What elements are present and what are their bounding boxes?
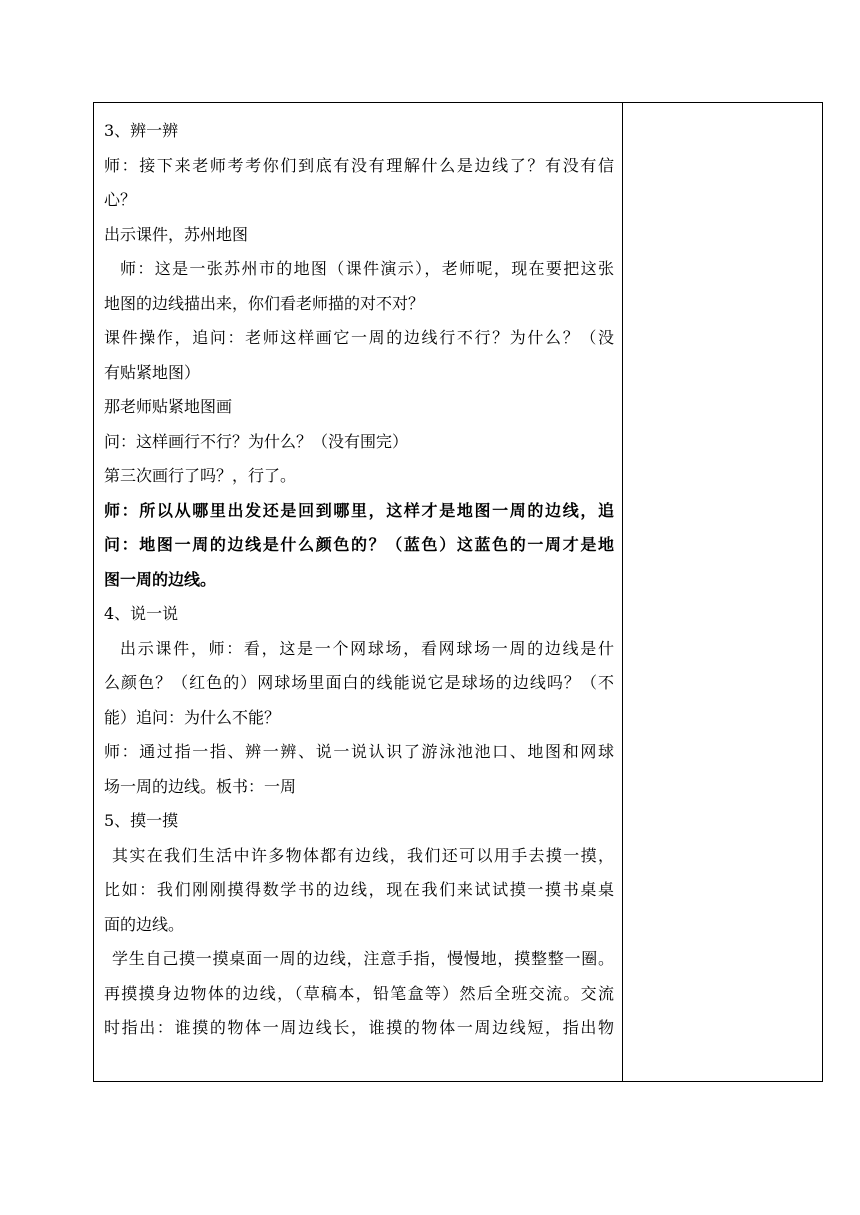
text-line: 再摸摸身边物体的边线，（草稿本，铅笔盒等）然后全班交流。交流	[104, 983, 614, 1003]
text-line: 师：这是一张苏州市的地图（课件演示），老师呢，现在要把这张	[120, 259, 614, 278]
text-line: 场一周的边线。板书：一周	[104, 776, 297, 796]
text-line: 学生自己摸一摸桌面一周的边线，注意手指，慢慢地，摸整整一圈。	[112, 949, 614, 968]
text-line: 有贴紧地图）	[104, 362, 201, 382]
text-line: 心？	[104, 190, 137, 209]
bold-text-line: 师：所以从哪里出发还是回到哪里，这样才是地图一周的边线，追	[104, 500, 614, 520]
text-line: 地图的边线描出来，你们看老师描的对不对？	[104, 293, 425, 313]
text-line: 出示课件，苏州地图	[104, 224, 249, 244]
lesson-content-cell	[94, 103, 623, 1081]
text-line: 那老师贴紧地图画	[104, 397, 233, 416]
section-heading-4: 4、说一说	[104, 604, 179, 623]
text-line: 面的边线。	[104, 914, 185, 934]
bold-text-line: 问：地图一周的边线是什么颜色的？（蓝色）这蓝色的一周才是地	[104, 535, 614, 554]
bold-text-line: 图一周的边线。	[104, 569, 217, 589]
lesson-table	[93, 102, 823, 1082]
text-line: 时指出：谁摸的物体一周边线长，谁摸的物体一周边线短，指出物	[104, 1018, 614, 1037]
text-line: 能）追问：为什么不能？	[104, 707, 281, 727]
text-line: 第三次画行了吗？，行了。	[104, 466, 297, 485]
text-line: 问：这样画行不行？为什么？（没有围完）	[104, 431, 409, 451]
section-heading-5: 5、摸一摸	[104, 811, 179, 830]
section-heading-3: 3、辨一辨	[104, 121, 179, 140]
text-line: 出示课件，师：看，这是一个网球场，看网球场一周的边线是什	[120, 638, 614, 658]
text-line: 师：接下来老师考考你们到底有没有理解什么是边线了？有没有信	[104, 155, 614, 175]
text-line: 其实在我们生活中许多物体都有边线，我们还可以用手去摸一摸，	[112, 845, 614, 865]
text-line: 课件操作，追问：老师这样画它一周的边线行不行？为什么？（没	[104, 328, 614, 347]
lesson-text	[104, 114, 614, 1046]
text-line: 比如：我们刚刚摸得数学书的边线，现在我们来试试摸一摸书桌桌	[104, 880, 614, 899]
text-line: 师：通过指一指、辨一辨、说一说认识了游泳池池口、地图和网球	[104, 742, 614, 761]
text-line: 么颜色？（红色的）网球场里面白的线能说它是球场的边线吗？（不	[104, 673, 614, 692]
notes-cell	[623, 103, 822, 1081]
